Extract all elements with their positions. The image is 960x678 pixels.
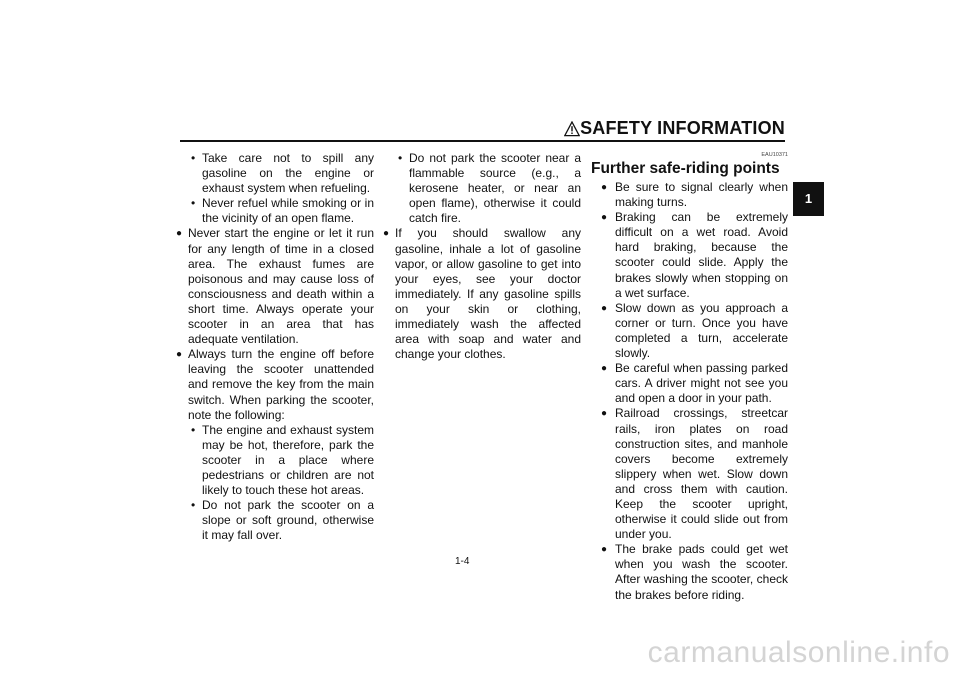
bullet-item: ● Never start the engine or let it run for any length of time in a closed area. The exhaust fumes are poisonous and may cause loss of consciousness and death within a short time. Always operate your scooter in an area that has adequate ventilation. xyxy=(177,226,374,347)
page-number: 1-4 xyxy=(455,556,470,567)
sub-bullet-item: • Do not park the scooter on a slope or soft ground, otherwise it may fall over. xyxy=(177,498,374,543)
sub-bullet-item: • Take care not to spill any gasoline on the engine or exhaust system when refueling. xyxy=(177,151,374,196)
bullet-item: ● Slow down as you approach a corner or turn. Once you have completed a turn, accelerate slowly. xyxy=(591,301,788,361)
header-rule xyxy=(180,140,785,142)
bullet-item: ● Be sure to signal clearly when making turns. xyxy=(591,180,788,210)
bullet-item: ● Always turn the engine off before leaving the scooter unattended and remove the key from the main switch. When parking the scooter, note the following: xyxy=(177,347,374,422)
page-header xyxy=(555,118,785,142)
column-3 xyxy=(591,151,788,603)
watermark: carmanualsonline.info xyxy=(647,636,950,669)
reference-code: EAU10371 xyxy=(761,152,788,158)
bullet-item: ● Railroad crossings, streetcar rails, iron plates on road construction sites, and manhole covers become extremely slippery when wet. Slow down and cross them with caution. Keep the scooter upright, otherwise it could slide out from under you. xyxy=(591,406,788,542)
bullet-item: ● If you should swallow any gasoline, inhale a lot of gasoline vapor, or allow gasoline to get into your eyes, see your doctor immediately. If any gasoline spills on your skin or clothing, immediately wash the affected area with soap and water and change your clothes. xyxy=(384,226,581,362)
bullet-item: ● The brake pads could get wet when you wash the scooter. After washing the scooter, check the brakes before riding. xyxy=(591,542,788,602)
bullet-item: ● Braking can be extremely difficult on a wet road. Avoid hard braking, because the scooter could slide. Apply the brakes slowly when stopping on a wet surface. xyxy=(591,210,788,301)
sub-bullet-item: • Never refuel while smoking or in the vicinity of an open flame. xyxy=(177,196,374,226)
column-2 xyxy=(384,151,581,362)
bullet-item: ● Be careful when passing parked cars. A driver might not see you and open a door in your path. xyxy=(591,361,788,406)
section-tab: 1 xyxy=(793,182,824,216)
warning-triangle-icon xyxy=(564,121,580,137)
sub-bullet-item: • The engine and exhaust system may be hot, therefore, park the scooter in a place where pedestrians or children are not likely to touch these hot areas. xyxy=(177,423,374,498)
section-title: Further safe-riding points xyxy=(591,160,780,177)
sub-bullet-item: • Do not park the scooter near a flammable source (e.g., a kerosene heater, or near an open flame), otherwise it could catch fire. xyxy=(384,151,581,226)
column-1 xyxy=(177,151,374,543)
page-title: SAFETY INFORMATION xyxy=(580,118,785,138)
